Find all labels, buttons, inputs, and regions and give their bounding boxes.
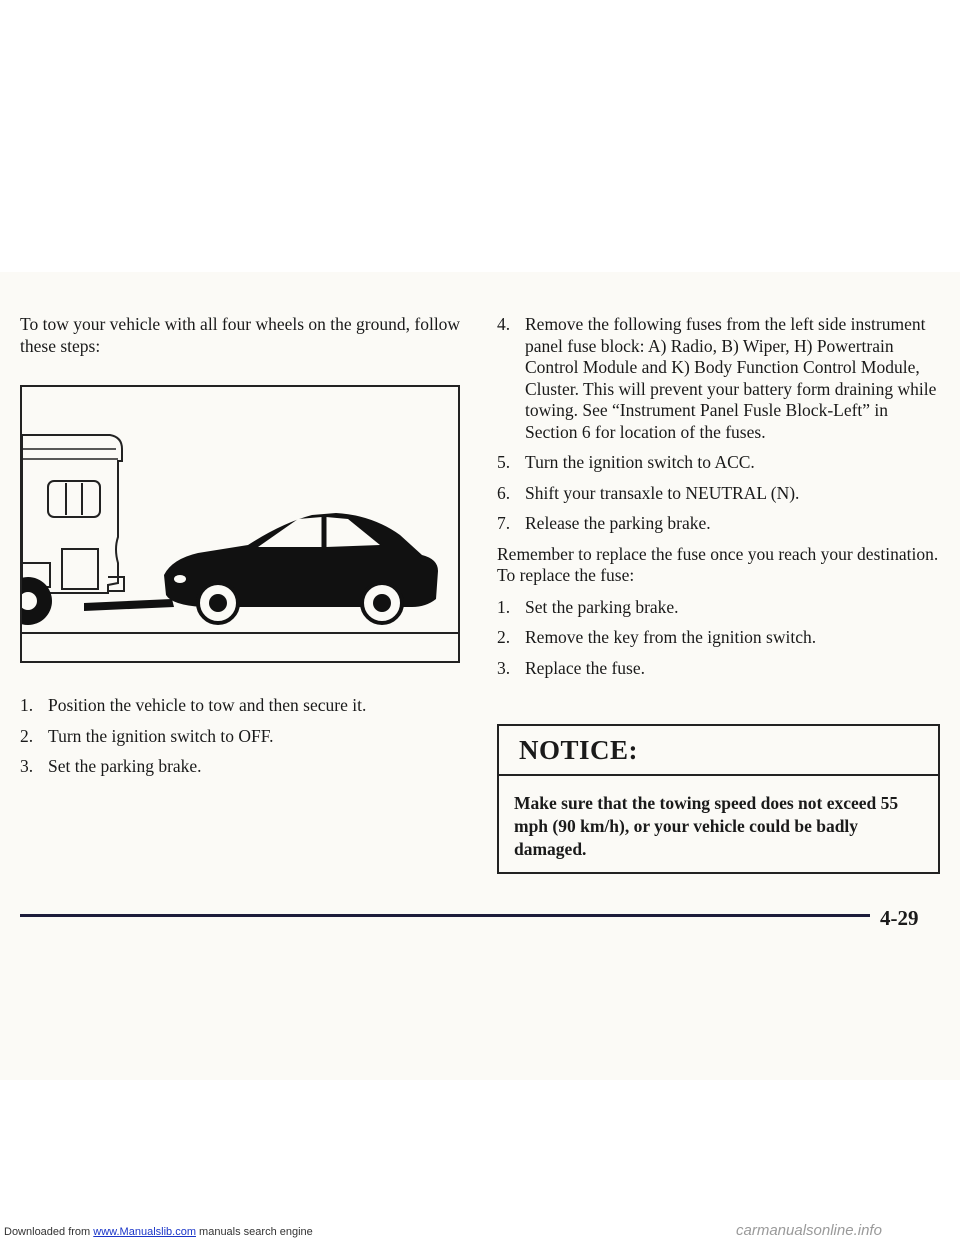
footer-rule [20, 914, 870, 917]
step-text: Release the parking brake. [525, 513, 711, 533]
step-number: 1. [20, 695, 34, 715]
left-column [20, 314, 465, 357]
motorhome-towing-car-drawing [22, 387, 458, 661]
manualslib-link[interactable]: www.Manualslib.com [93, 1226, 196, 1238]
step-text: Set the parking brake. [48, 756, 202, 776]
remember-paragraph: Remember to replace the fuse once you reach your destination. To replace the fuse: [497, 543, 939, 585]
step-text: Replace the fuse. [525, 657, 646, 678]
list-item [497, 452, 942, 474]
step-text: Set the parking brake. [525, 596, 679, 617]
right-column [497, 314, 942, 688]
replace-fuse-steps [497, 597, 942, 680]
steps-list [20, 695, 465, 778]
page-number: 4-29 [880, 906, 919, 930]
notice-body: Make sure that the towing speed does not exceed 55 mph (90 km/h), or your vehicle could be badly damaged. [514, 793, 899, 859]
step-number: 3. [497, 657, 511, 678]
step-text: Shift your transaxle to NEUTRAL (N). [525, 482, 800, 503]
step-number: 4. [497, 314, 511, 334]
steps-list-continued [497, 314, 942, 535]
step-number: 2. [497, 627, 511, 647]
downloaded-from-text: Downloaded from [4, 1226, 94, 1238]
download-footer [4, 1226, 313, 1238]
step-number: 5. [497, 452, 511, 472]
list-item [497, 314, 942, 443]
step-number: 2. [20, 725, 34, 746]
notice-heading: NOTICE: [499, 726, 938, 776]
list-item [497, 658, 942, 680]
step-text: Position the vehicle to tow and then secure it. [48, 695, 367, 715]
list-item [497, 597, 942, 619]
watermark-text: carmanualsonline.info [736, 1222, 882, 1239]
step-number: 1. [497, 596, 511, 617]
step-number: 7. [497, 513, 511, 533]
notice-box [497, 724, 940, 874]
list-item [20, 756, 465, 778]
step-text: Remove the key from the ignition switch. [525, 627, 817, 647]
towing-steps-first [20, 695, 465, 787]
step-text: Remove the following fuses from the left side instrument panel fuse block: A) Radio, B) Wiper, H) Powertrain Control Module and K) Body Function Control Module, Cluster. This will prevent your battery form draining while towing. See “Instrument Panel Fusle Block-Left” in Section 6 for location of the fuses. [525, 314, 937, 442]
step-text: Turn the ignition switch to OFF. [48, 725, 274, 746]
list-item [20, 695, 465, 717]
step-text: Turn the ignition switch to ACC. [525, 452, 755, 472]
list-item [20, 726, 465, 748]
towing-illustration [20, 385, 460, 663]
list-item [497, 483, 942, 505]
search-engine-text: manuals search engine [195, 1226, 313, 1238]
step-number: 3. [20, 756, 34, 776]
list-item [497, 627, 942, 649]
list-item [497, 513, 942, 535]
intro-paragraph: To tow your vehicle with all four wheels on the ground, follow these steps: [20, 314, 461, 356]
step-number: 6. [497, 482, 511, 503]
